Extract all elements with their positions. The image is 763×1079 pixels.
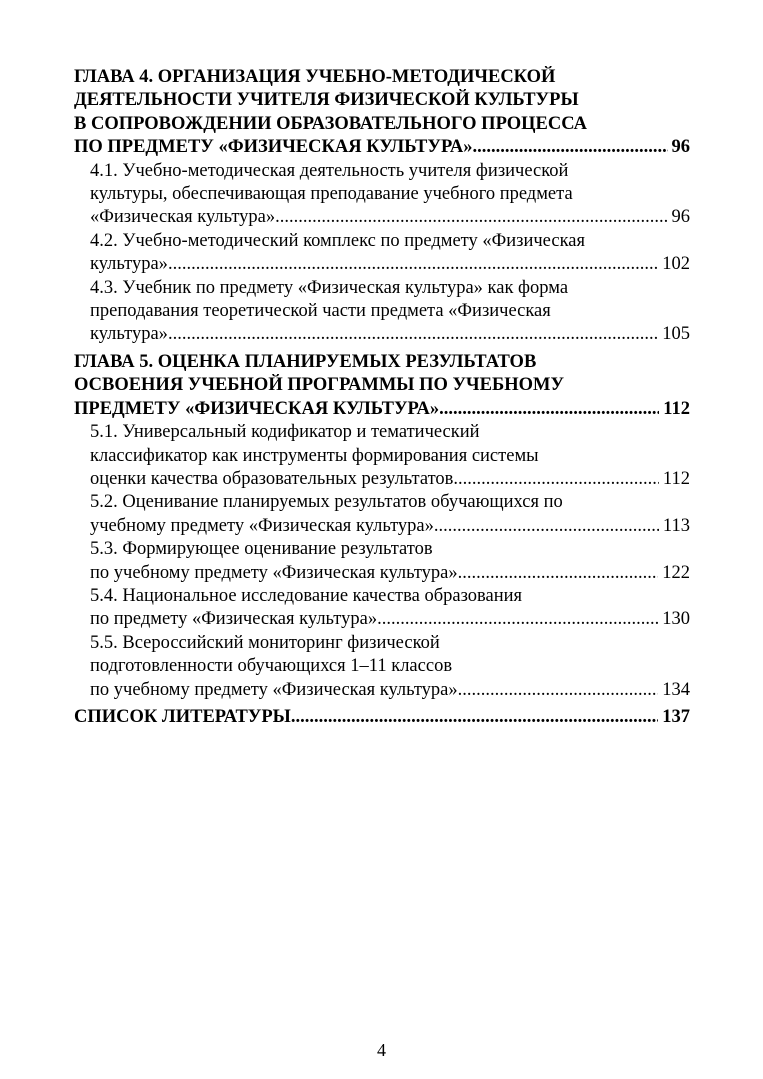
section-line: 5.2. Оценивание планируемых результатов обучающихся по [90, 492, 563, 513]
section-line: 5.1. Универсальный кодификатор и тематический [90, 422, 480, 443]
dot-leader [168, 253, 658, 276]
toc-section-5-3 [74, 538, 690, 585]
chapter-5-page: 112 [663, 398, 690, 419]
dot-leader [458, 562, 659, 585]
section-line: 5.3. Формирующее оценивание результатов [90, 539, 433, 560]
chapter-4-title-line: ГЛАВА 4. ОРГАНИЗАЦИЯ УЧЕБНО-МЕТОДИЧЕСКОЙ [74, 67, 556, 87]
chapter-5-entry-line [74, 398, 690, 421]
toc-section-5-5 [74, 632, 690, 702]
table-of-contents [74, 66, 690, 729]
section-page: 130 [662, 609, 690, 630]
section-line: 5.4. Национальное исследование качества образования [90, 585, 523, 606]
section-entry-line [90, 679, 690, 702]
chapter-4-title-last: ПО ПРЕДМЕТУ «ФИЗИЧЕСКАЯ КУЛЬТУРА» [74, 137, 473, 158]
section-entry-line [90, 608, 690, 631]
chapter-4-entry-line [74, 136, 690, 159]
section-last-text: по предмету «Физическая культура» [90, 609, 378, 630]
section-page: 96 [671, 207, 690, 228]
toc-section-4-3 [74, 277, 690, 347]
chapter-5-title-last: ПРЕДМЕТУ «ФИЗИЧЕСКАЯ КУЛЬТУРА» [74, 398, 440, 419]
section-page: 105 [662, 324, 690, 345]
chapter-5-title-line: ГЛАВА 5. ОЦЕНКА ПЛАНИРУЕМЫХ РЕЗУЛЬТАТОВ [74, 351, 537, 372]
dot-leader [275, 206, 667, 229]
toc-section-5-2 [74, 491, 690, 538]
section-entry-line [90, 515, 690, 538]
section-line: подготовленности обучающихся 1–11 классов [90, 656, 453, 677]
section-last-text: культура» [90, 254, 168, 275]
toc-chapter-5 [74, 351, 690, 421]
toc-section-4-2 [74, 230, 690, 277]
section-entry-line [90, 468, 690, 491]
references-title: СПИСОК ЛИТЕРАТУРЫ [74, 706, 291, 727]
section-page: 122 [662, 562, 690, 583]
dot-leader [291, 706, 658, 729]
toc-section-5-1 [74, 421, 690, 491]
page-number: 4 [377, 1040, 386, 1060]
section-line: 4.3. Учебник по предмету «Физическая культура» как форма [90, 277, 569, 298]
dot-leader [439, 398, 659, 421]
references-entry-line [74, 706, 690, 729]
chapter-4-page: 96 [671, 137, 690, 158]
dot-leader [473, 136, 668, 159]
section-entry-line [90, 562, 690, 585]
section-last-text: учебному предмету «Физическая культура» [90, 515, 434, 536]
section-last-text: по учебному предмету «Физическая культура» [90, 562, 458, 583]
section-page: 102 [662, 254, 690, 275]
dot-leader [168, 323, 658, 346]
section-entry-line [90, 323, 690, 346]
toc-references [74, 706, 690, 729]
section-entry-line [90, 206, 690, 229]
section-line: 4.2. Учебно-методический комплекс по предмету «Физическая [90, 230, 585, 251]
dot-leader [453, 468, 659, 491]
section-last-text: по учебному предмету «Физическая культура» [90, 679, 458, 700]
section-page: 113 [662, 515, 690, 536]
references-page: 137 [662, 706, 690, 727]
section-entry-line [90, 253, 690, 276]
section-line: 4.1. Учебно-методическая деятельность учителя физической [90, 160, 569, 181]
section-line: классификатор как инструменты формирования системы [90, 445, 539, 466]
section-line: 5.5. Всероссийский мониторинг физической [90, 632, 440, 653]
section-last-text: «Физическая культура» [90, 207, 276, 228]
chapter-5-title-line: ОСВОЕНИЯ УЧЕБНОЙ ПРОГРАММЫ ПО УЧЕБНОМУ [74, 375, 565, 396]
toc-chapter-4 [74, 66, 690, 160]
toc-section-4-1 [74, 160, 690, 230]
section-page: 112 [662, 468, 690, 489]
chapter-4-title-line: В СОПРОВОЖДЕНИИ ОБРАЗОВАТЕЛЬНОГО ПРОЦЕССА [74, 113, 588, 134]
dot-leader [434, 515, 659, 538]
dot-leader [458, 679, 659, 702]
section-line: культуры, обеспечивающая преподавание учебного предмета [90, 184, 573, 205]
toc-section-5-4 [74, 585, 690, 632]
section-last-text: оценки качества образовательных результатов [90, 468, 454, 489]
dot-leader [377, 608, 658, 631]
chapter-4-title-line: ДЕЯТЕЛЬНОСТИ УЧИТЕЛЯ ФИЗИЧЕСКОЙ КУЛЬТУРЫ [74, 90, 579, 111]
section-last-text: культура» [90, 324, 168, 345]
section-page: 134 [662, 679, 690, 700]
section-line: преподавания теоретической части предмета «Физическая [90, 301, 551, 322]
